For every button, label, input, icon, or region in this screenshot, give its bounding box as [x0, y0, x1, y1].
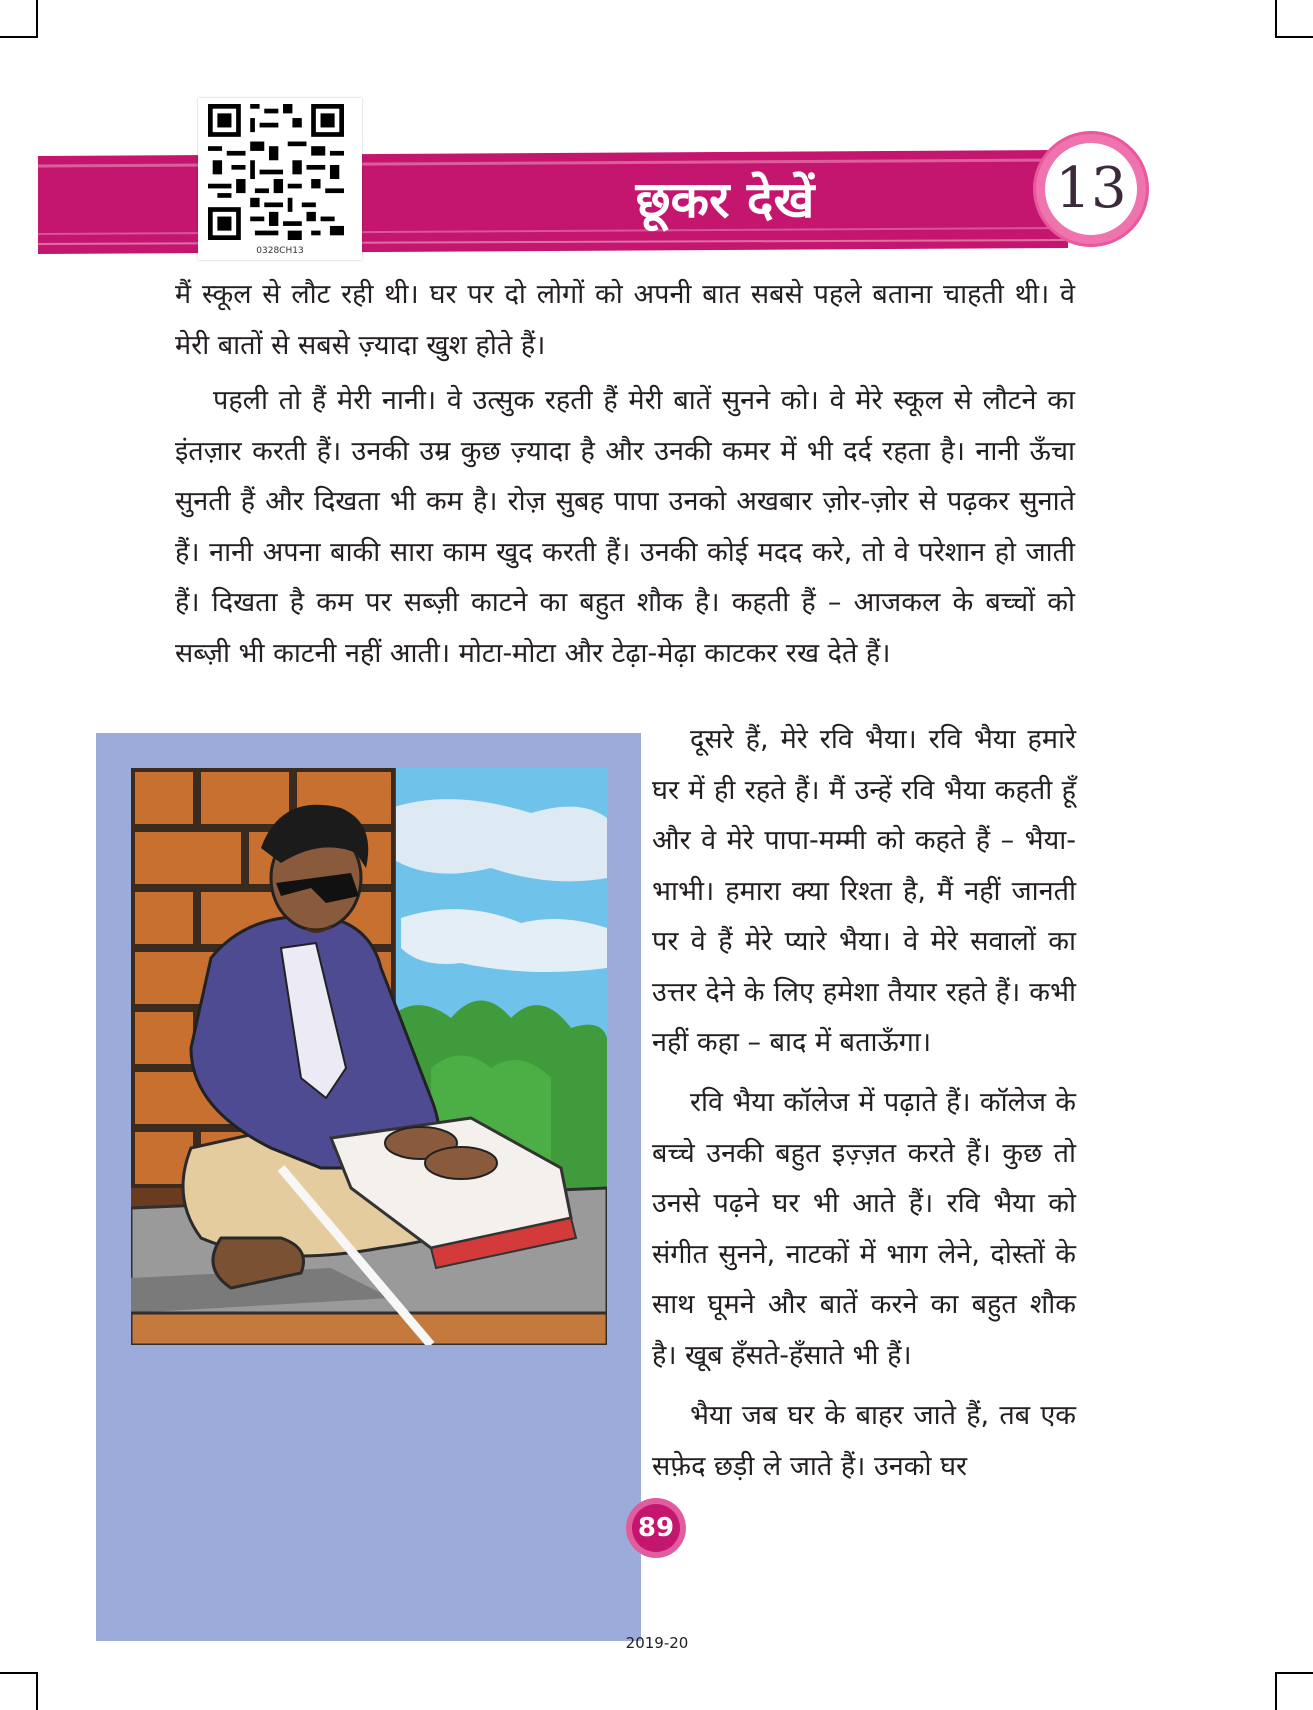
- crop-mark: [0, 1672, 38, 1674]
- crop-mark: [36, 1672, 38, 1710]
- qr-code-card[interactable]: [198, 98, 362, 260]
- chapter-title: छूकर देखें: [635, 171, 815, 229]
- qr-code-label: 0328CH13: [256, 246, 304, 256]
- crop-mark: [36, 0, 38, 38]
- paragraph-4: रवि भैया कॉलेज में पढ़ाते हैं। कॉलेज के बच्चे उनकी बहुत इज़्ज़त करते हैं। कुछ तो उनसे पढ़ने घर भी आते हैं। रवि भैया को संगीत सुनने, नाटकों में भाग लेने, दोस्तों के साथ घूमने और बातें करने का बहुत शौक है। खूब हँसते-हँसाते भी हैं।: [652, 1087, 1076, 1371]
- paragraph-2: पहली तो हैं मेरी नानी। वे उत्सुक रहती हैं मेरी बातें सुनने को। वे मेरे स्कूल से लौटने का इंतज़ार करती हैं। उनकी उम्र कुछ ज़्यादा है और उनकी कमर में भी दर्द रहता है। नानी ऊँचा सुनती हैं और दिखता भी कम है। रोज़ सुबह पापा उनको अखबार ज़ोर-ज़ोर से पढ़कर सुनाते हैं। नानी अपना बाकी सारा काम खुद करती हैं। उनकी कोई मदद करे, तो वे परेशान हो जाती हैं। दिखता है कम पर सब्ज़ी काटने का बहुत शौक है। कहती हैं – आजकल के बच्चों को सब्ज़ी भी काटनी नहीं आती। मोटा-मोटा और टेढ़ा-मेढ़ा काटकर रख देते हैं।: [175, 385, 1075, 669]
- qr-code-icon: [208, 104, 344, 240]
- crop-mark: [1275, 1672, 1277, 1710]
- illustration-man-reading-braille: [131, 768, 607, 1345]
- crop-mark: [1275, 36, 1313, 38]
- chapter-number: 13: [1055, 156, 1127, 221]
- publication-year: 2019-20: [625, 1634, 689, 1652]
- crop-mark: [0, 36, 38, 38]
- paragraph-5: भैया जब घर के बाहर जाते हैं, तब एक सफ़ेद छड़ी ले जाते हैं। उनको घर: [652, 1400, 1076, 1482]
- paragraph-1: मैं स्कूल से लौट रही थी। घर पर दो लोगों को अपनी बात सबसे पहले बताना चाहती थी। वे मेरी बातों से सबसे ज़्यादा खुश होते हैं।: [175, 279, 1075, 361]
- crop-mark: [1275, 1672, 1313, 1674]
- page-number: 89: [637, 1513, 675, 1543]
- chapter-banner: [38, 148, 1068, 258]
- crop-mark: [1275, 0, 1277, 38]
- paragraph-3: दूसरे हैं, मेरे रवि भैया। रवि भैया हमारे घर में ही रहते हैं। मैं उन्हें रवि भैया कहती हूँ और वे मेरे पापा-मम्मी को कहते हैं – भैया-भाभी। हमारा क्या रिश्ता है, मैं नहीं जानती पर वे हैं मेरे प्यारे भैया। वे मेरे सवालों का उत्तर देने के लिए हमेशा तैयार रहते हैं। कभी नहीं कहा – बाद में बताऊँगा।: [652, 724, 1076, 1058]
